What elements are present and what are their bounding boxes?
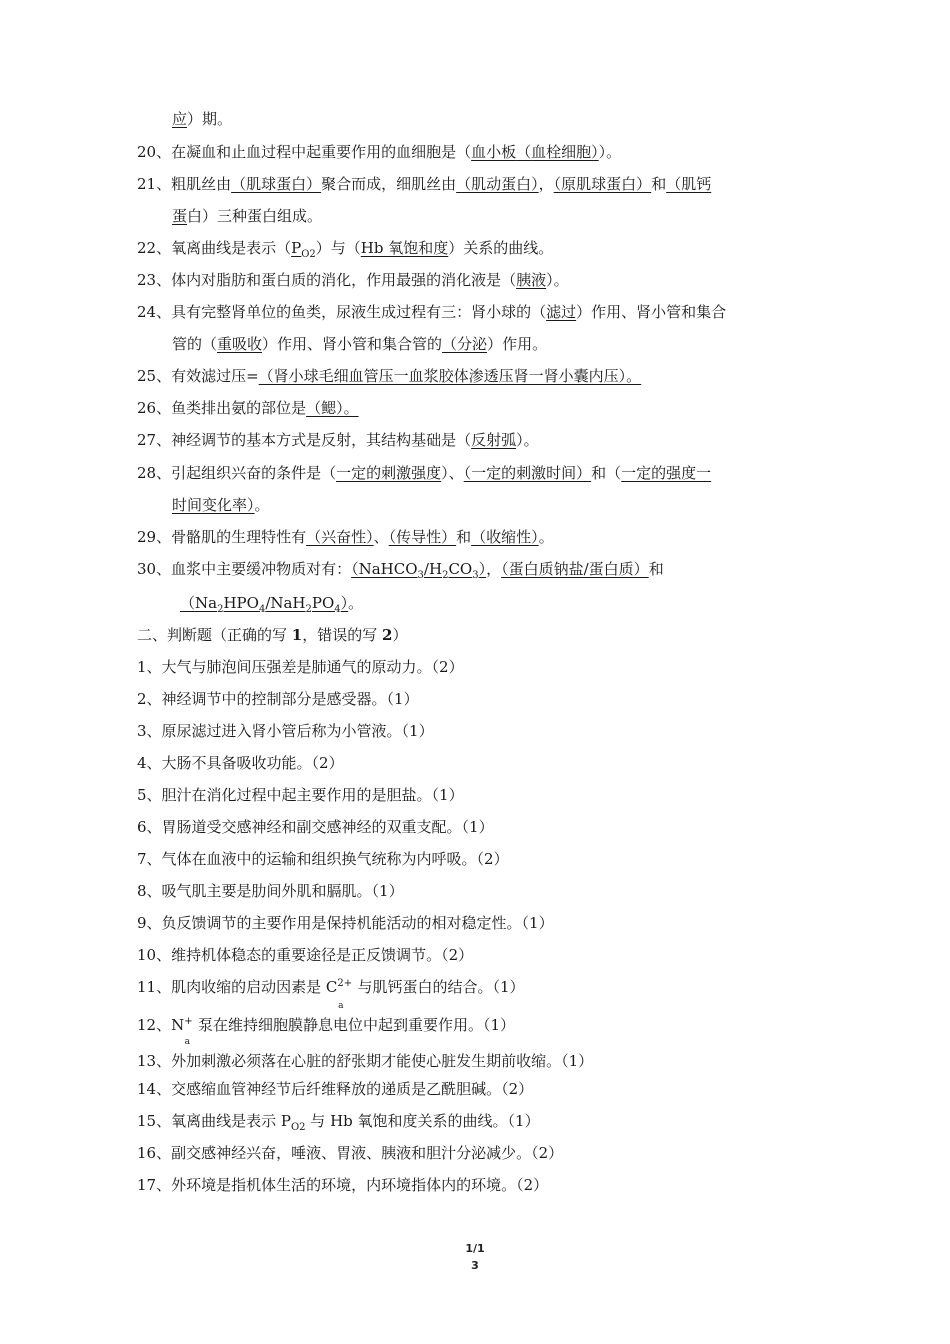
tf-item: 13、外加刺激必须落在心脏的舒张期才能使心脏发生期前收缩。（1） xyxy=(137,1052,594,1070)
question-23: 23、体内对脂肪和蛋白质的消化，作用最强的消化液是（胰液）。 xyxy=(137,271,569,289)
question-30: 30、血浆中主要缓冲物质对有：$(NaHCO_3/H_2CO_3)$，（蛋白质钠盐/蛋白质）和 xyxy=(137,560,664,581)
buffer-pair-3: $(Na_2HPO_4/NaH_2PO_4)$ xyxy=(180,594,349,615)
tf-item: 1、大气与肺泡间压强差是肺通气的原动力。（2） xyxy=(137,658,464,676)
q19-continuation: 应）期。 xyxy=(172,110,233,128)
tf-item: 5、胆汁在消化过程中起主要作用的是胆盐。（1） xyxy=(137,786,464,804)
tf-item-12: 12、$N^+_a$泵在维持细胞膜静息电位中起到重要作用。（1） xyxy=(137,1016,516,1047)
tf-item: 3、原尿滤过进入肾小管后称为小管液。（1） xyxy=(137,722,434,740)
tf-item: 4、大肠不具备吸收功能。（2） xyxy=(137,754,344,772)
tf-item: 10、维持机体稳态的重要途径是正反馈调节。（2） xyxy=(137,946,474,964)
question-28: 28、引起组织兴奋的条件是（一定的刺激强度）、（一定的刺激时间）和（一定的强度一 xyxy=(137,464,712,482)
tf-item-15: 15、氧离曲线是表示 $P_{O2}$ 与 Hb 氧饱和度关系的曲线。（1） xyxy=(137,1112,540,1133)
tf-item-11: 11、肌肉收缩的启动因素是 $C^{2+}_a$与肌钙蛋白的结合。（1） xyxy=(137,978,525,1011)
section-2-heading: 二、判断题（正确的写 1，错误的写 2） xyxy=(137,626,408,644)
question-25: 25、有效滤过压=（肾小球毛细血管压一血浆胶体渗透压肾一肾小囊内压）。 xyxy=(137,367,642,385)
tf-item: 7、气体在血液中的运输和组织换气统称为内呼吸。（2） xyxy=(137,850,509,868)
question-24: 24、具有完整肾单位的鱼类，尿液生成过程有三：肾小球的（滤过）作用、肾小管和集合 xyxy=(137,303,727,321)
tf-item: 16、副交感神经兴奋，唾液、胃液、胰液和胆汁分泌减少。（2） xyxy=(137,1144,564,1162)
question-29: 29、骨骼肌的生理特性有（兴奋性）、（传导性）和（收缩性）。 xyxy=(137,528,554,546)
tf-item: 6、胃肠道受交感神经和副交感神经的双重支配。（1） xyxy=(137,818,494,836)
question-26: 26、鱼类排出氨的部位是（鳃）。 xyxy=(137,399,359,417)
question-20: 20、在凝血和止血过程中起重要作用的血细胞是（血小板（血栓细胞））。 xyxy=(137,143,622,161)
question-27: 27、神经调节的基本方式是反射，其结构基础是（反射弧）。 xyxy=(137,431,539,449)
tf-item: 2、神经调节中的控制部分是感受器。（1） xyxy=(137,690,419,708)
tf-item: 9、负反馈调节的主要作用是保持机能活动的相对稳定性。（1） xyxy=(137,914,554,932)
tf-item: 17、外环境是指机体生活的环境，内环境指体内的环境。（2） xyxy=(137,1176,549,1194)
question-28-cont: 时间变化率）。 xyxy=(172,496,270,514)
question-22: 22、氧离曲线是表示$(P_{O2})$与（Hb 氧饱和度）关系的曲线。 xyxy=(137,239,554,260)
buffer-pair-1: $(NaHCO_3/H_2CO_3)$ xyxy=(351,560,487,581)
page-number: 1/1 3 xyxy=(465,1242,485,1272)
question-21: 21、粗肌丝由（肌球蛋白）聚合而成，细肌丝由（肌动蛋白），（原肌球蛋白）和（肌钙 xyxy=(137,175,712,193)
question-30-cont: $(Na_2HPO_4/NaH_2PO_4)$。 xyxy=(180,594,364,615)
tf-item: 14、交感缩血管神经节后纤维释放的递质是乙酰胆碱。（2） xyxy=(137,1080,534,1098)
question-21-cont: 蛋白）三种蛋白组成。 xyxy=(172,207,323,225)
tf-item: 8、吸气肌主要是肋间外肌和膈肌。（1） xyxy=(137,882,404,900)
question-24-cont: 管的（重吸收）作用、肾小管和集合管的（分泌）作用。 xyxy=(172,335,548,353)
